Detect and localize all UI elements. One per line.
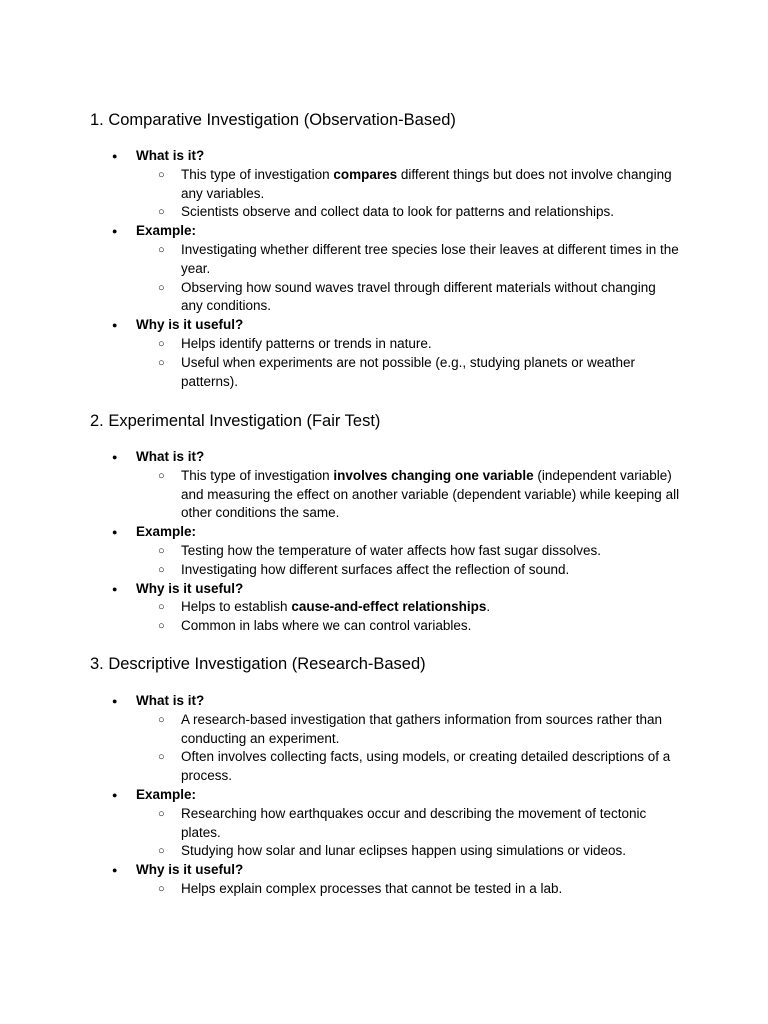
category-label: ● Why is it useful? [0, 580, 768, 599]
section-heading: 2. Experimental Investigation (Fair Test) [90, 412, 381, 430]
sub-list-item: ○ Helps to establish cause-and-effect relationships. [0, 598, 681, 617]
sub-list-item: ○ Researching how earthquakes occur and describing the movement of tectonic plates. [0, 805, 681, 843]
category-label: ● What is it? [0, 147, 768, 166]
category-label: ● Example: [0, 523, 768, 542]
bullet-list [0, 147, 768, 391]
list-item [0, 786, 768, 861]
sub-list-item: ○ Helps explain complex processes that cannot be tested in a lab. [0, 880, 681, 899]
sub-list-item: ○ Investigating how different surfaces affect the reflection of sound. [0, 561, 681, 580]
sub-list-item: ○ A research-based investigation that gathers information from sources rather than conducting an experiment. [0, 711, 681, 749]
sub-list-item: ○ Testing how the temperature of water affects how fast sugar dissolves. [0, 542, 681, 561]
sub-list-item: ○ Helps identify patterns or trends in nature. [0, 335, 681, 354]
sub-list-item: ○ Observing how sound waves travel through different materials without changing any conditions. [0, 279, 681, 317]
sub-list [0, 542, 768, 580]
sub-list [0, 166, 768, 222]
list-item [0, 448, 768, 523]
list-item [0, 692, 768, 786]
section-heading: 1. Comparative Investigation (Observation-Based) [90, 111, 456, 129]
sub-list [0, 335, 768, 391]
sub-list-item: ○ Scientists observe and collect data to look for patterns and relationships. [0, 203, 681, 222]
category-label: ● Why is it useful? [0, 861, 768, 880]
sub-list-item: ○ Investigating whether different tree species lose their leaves at different times in the year. [0, 241, 681, 279]
sub-list [0, 241, 768, 316]
bullet-list [0, 448, 768, 636]
sub-list [0, 880, 768, 899]
category-label: ● Example: [0, 222, 768, 241]
sub-list [0, 805, 768, 861]
list-item [0, 147, 768, 222]
sub-list-item: ○ Often involves collecting facts, using models, or creating detailed descriptions of a process. [0, 748, 681, 786]
section-heading: 3. Descriptive Investigation (Research-Based) [90, 655, 426, 673]
category-label: ● Example: [0, 786, 768, 805]
list-item [0, 580, 768, 636]
category-label: ● What is it? [0, 692, 768, 711]
sub-list [0, 467, 768, 523]
list-item [0, 316, 768, 391]
category-label: ● Why is it useful? [0, 316, 768, 335]
bullet-list [0, 692, 768, 899]
sub-list-item: ○ This type of investigation involves changing one variable (independent variable) and measuring the effect on another variable (dependent variable) while keeping all other conditions the same. [0, 467, 681, 523]
sub-list [0, 711, 768, 786]
list-item [0, 523, 768, 579]
sub-list-item: ○ Studying how solar and lunar eclipses happen using simulations or videos. [0, 842, 681, 861]
sub-list-item: ○ Useful when experiments are not possible (e.g., studying planets or weather patterns). [0, 354, 681, 392]
category-label: ● What is it? [0, 448, 768, 467]
sub-list [0, 598, 768, 636]
list-item [0, 861, 768, 899]
list-item [0, 222, 768, 316]
sub-list-item: ○ Common in labs where we can control variables. [0, 617, 681, 636]
sub-list-item: ○ This type of investigation compares different things but does not involve changing any variables. [0, 166, 681, 204]
